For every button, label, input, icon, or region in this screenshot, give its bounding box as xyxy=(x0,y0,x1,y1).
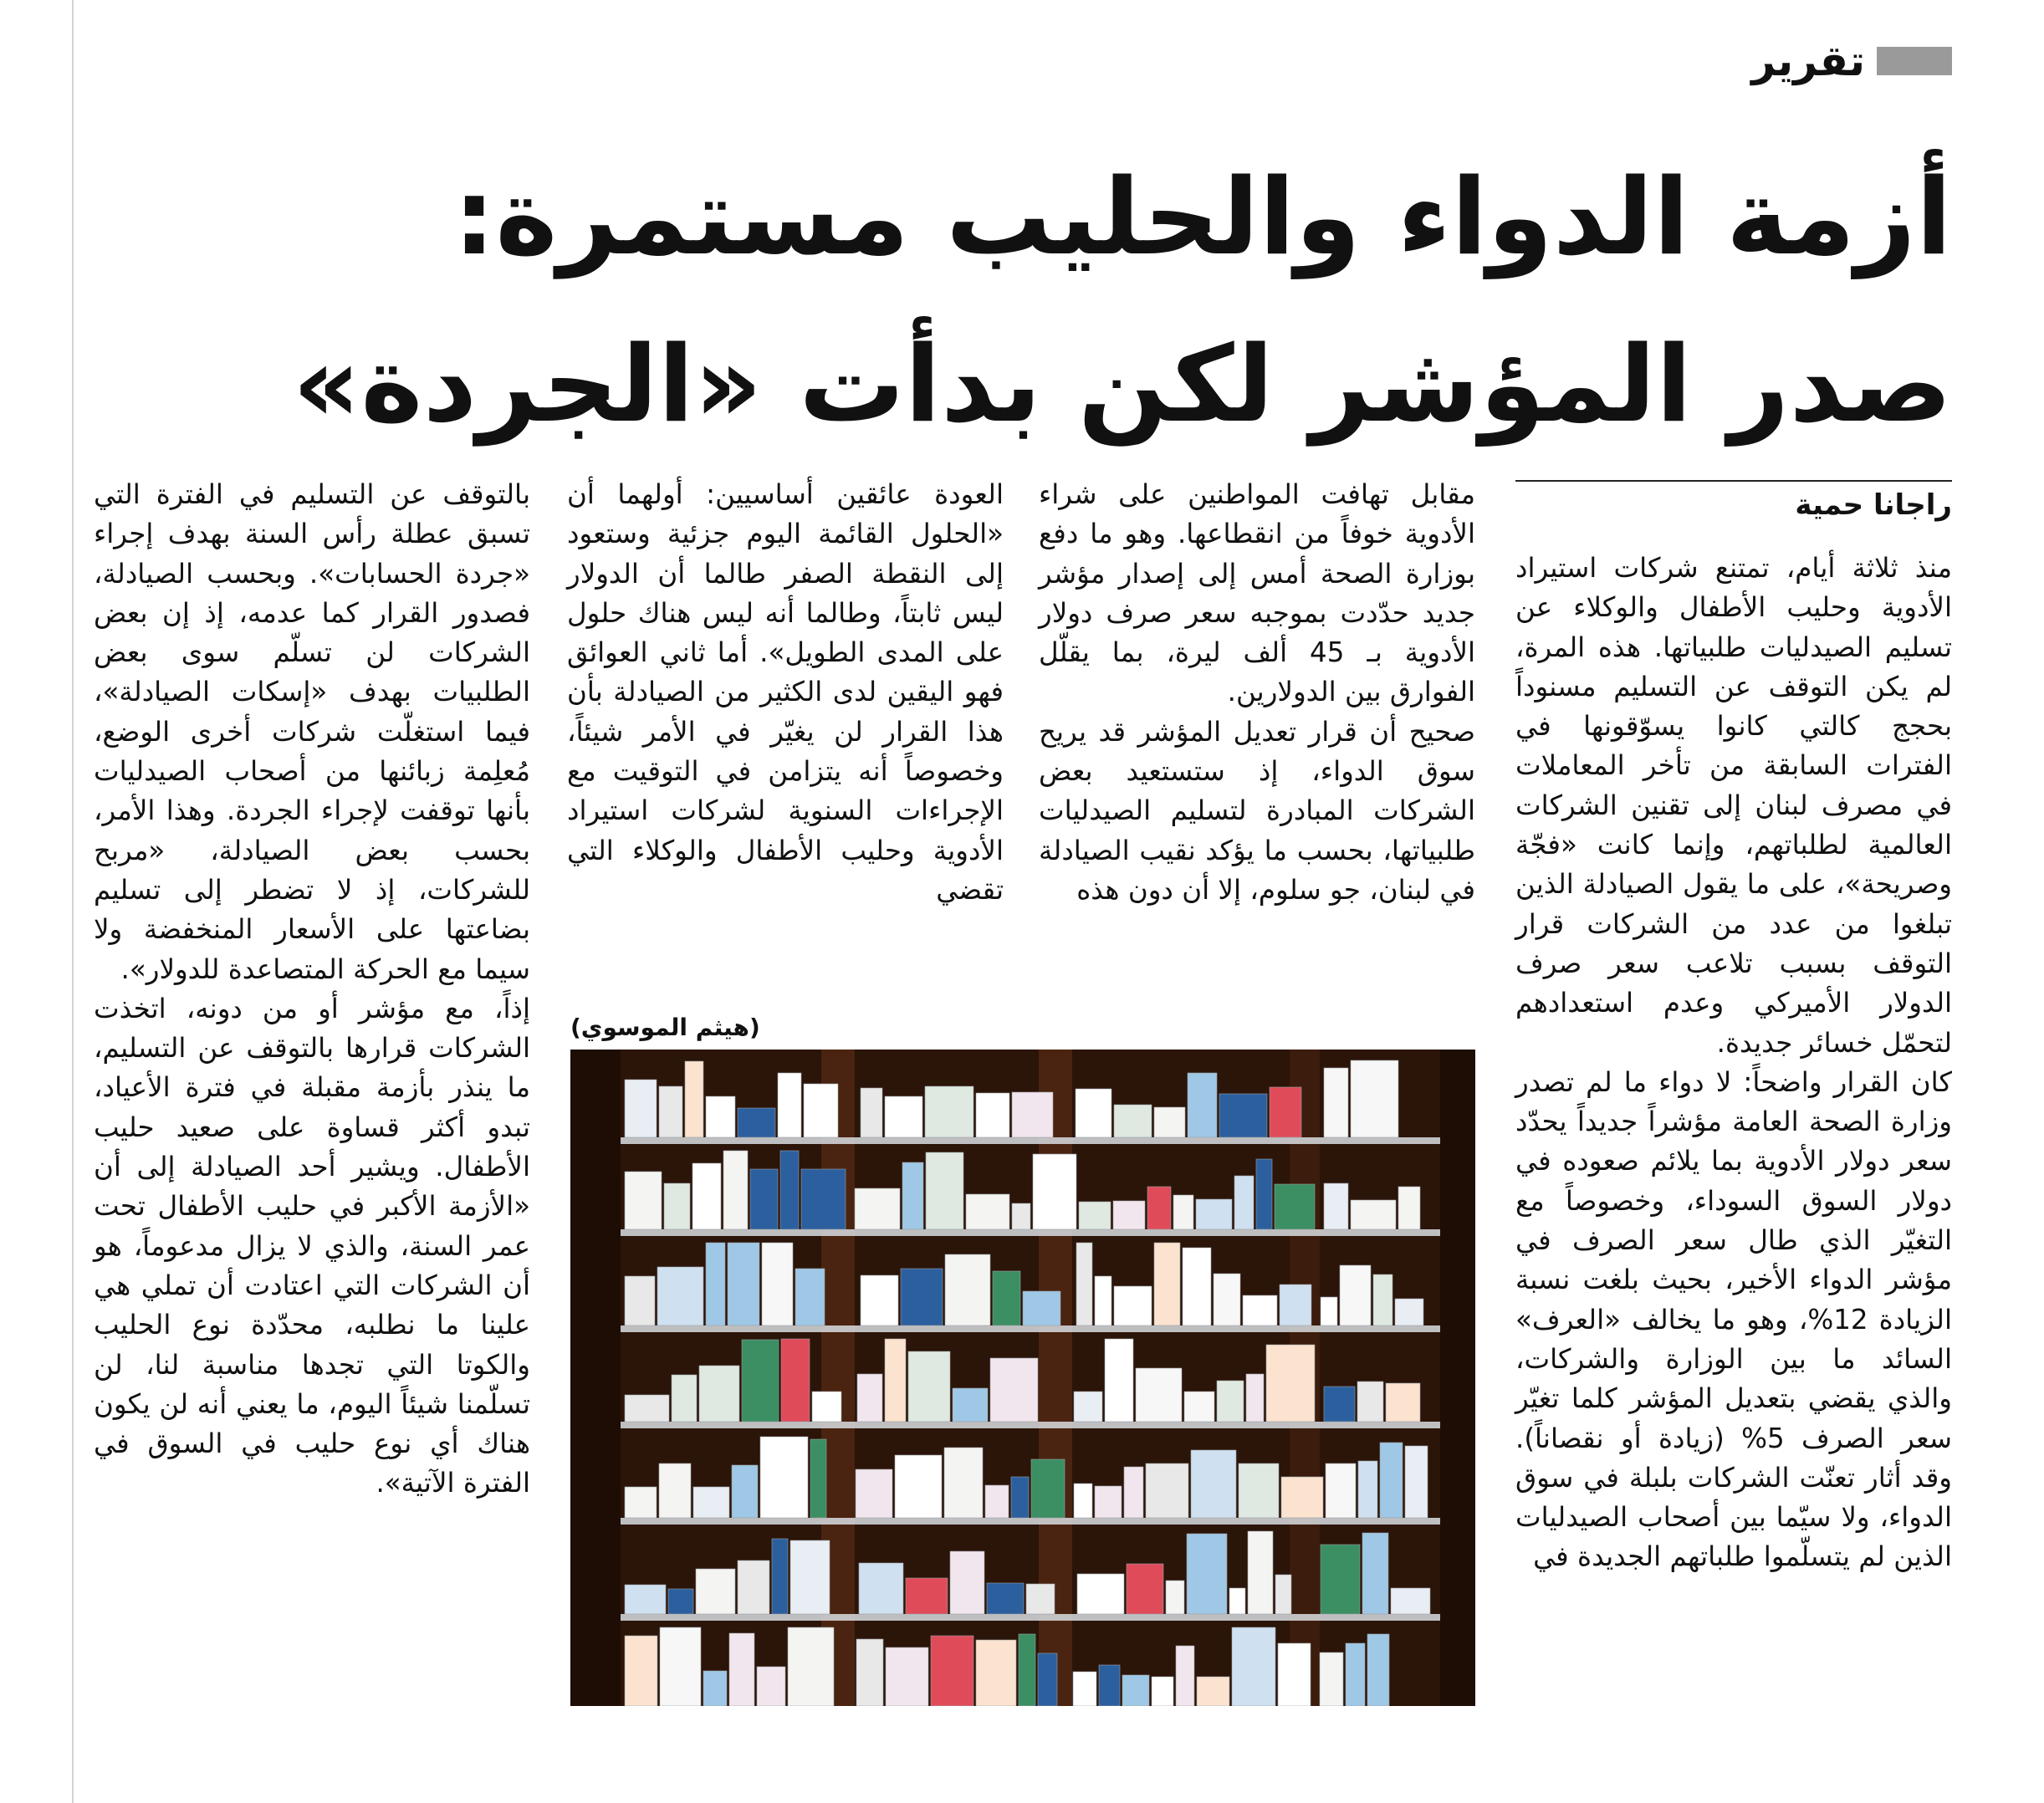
article-column-1 xyxy=(1515,549,1952,1577)
medicine-box xyxy=(750,1169,778,1229)
medicine-box xyxy=(781,1339,810,1422)
medicine-box xyxy=(1105,1339,1133,1422)
medicine-box xyxy=(1012,1203,1030,1229)
article-column-2 xyxy=(1039,475,1475,910)
glass-shelf xyxy=(621,1422,1440,1428)
medicine-box xyxy=(1275,1184,1315,1229)
medicine-box xyxy=(692,1163,721,1229)
medicine-box xyxy=(1187,1534,1227,1614)
medicine-box xyxy=(1248,1531,1273,1614)
medicine-box xyxy=(1324,1387,1355,1422)
medicine-box xyxy=(738,1108,775,1137)
medicine-box xyxy=(1256,1159,1272,1229)
medicine-box xyxy=(1033,1154,1076,1229)
medicine-box xyxy=(1346,1643,1365,1706)
paragraph: مقابل تهافت المواطنين على شراء الأدوية خوفاً من انقطاعها. وهو ما دفع بوزارة الصحة أمس إلى إصدار مؤشر جديد حدّدت بموجبه سعر صرف دولار الأدوية بـ 45 ألف ليرة، بما يقلّل الفوارق بين الدولارين. xyxy=(1039,478,1476,708)
medicine-box xyxy=(1136,1368,1182,1422)
medicine-box xyxy=(861,1275,898,1325)
medicine-box xyxy=(1380,1443,1403,1518)
medicine-box xyxy=(659,1086,682,1137)
medicine-box xyxy=(625,1276,655,1325)
medicine-box xyxy=(1278,1643,1311,1706)
medicine-box xyxy=(672,1375,697,1422)
medicine-box xyxy=(625,1487,657,1518)
medicine-box xyxy=(944,1448,983,1518)
medicine-box xyxy=(1395,1299,1423,1325)
paragraph: العودة عائقين أساسيين: أولهما أن «الحلول القائمة اليوم جزئية وستعود إلى النقطة الصفر طالما أن الدولار ليس ثابتاً، وطالما أنه ليس هناك حلول على المدى الطويل». أما ثاني العوائق فهو اليقين لدى الكثير من الصيادلة بأن هذا القرار لن يغيّر في الأمر شيئاً، وخصوصاً أنه يتزامن في التوقيت مع الإجراءات السنوية لشركات استيراد الأدوية وحليب الأطفال والوكلاء التي تقضي xyxy=(567,478,1004,906)
medicine-box xyxy=(1217,1381,1244,1422)
medicine-box xyxy=(1358,1461,1377,1518)
medicine-box xyxy=(1280,1285,1311,1325)
medicine-box xyxy=(1023,1291,1060,1325)
medicine-box xyxy=(1011,1477,1029,1518)
medicine-box xyxy=(859,1563,903,1614)
medicine-box xyxy=(885,1339,906,1422)
medicine-box xyxy=(886,1647,928,1706)
medicine-box xyxy=(1114,1105,1152,1137)
medicine-box xyxy=(861,1088,882,1137)
medicine-box xyxy=(1391,1588,1430,1614)
medicine-box xyxy=(1232,1627,1275,1706)
medicine-box xyxy=(810,1439,826,1518)
medicine-box xyxy=(855,1188,900,1229)
medicine-box xyxy=(1038,1653,1057,1706)
medicine-box xyxy=(1367,1634,1389,1706)
glass-shelf xyxy=(621,1137,1440,1144)
glass-shelf xyxy=(621,1325,1440,1332)
medicine-box xyxy=(1321,1545,1360,1614)
medicine-box xyxy=(699,1366,739,1422)
medicine-box xyxy=(985,1485,1009,1518)
medicine-box xyxy=(885,1096,922,1137)
glass-shelf xyxy=(621,1229,1440,1236)
medicine-box xyxy=(812,1392,841,1422)
medicine-box xyxy=(908,1351,950,1422)
medicine-box xyxy=(625,1395,669,1422)
medicine-box xyxy=(757,1667,785,1706)
medicine-box xyxy=(625,1585,666,1614)
medicine-box xyxy=(657,1267,703,1325)
medicine-box xyxy=(659,1463,691,1518)
medicine-box xyxy=(625,1636,657,1706)
medicine-box xyxy=(1196,1199,1232,1229)
medicine-box xyxy=(778,1073,801,1137)
medicine-box xyxy=(1246,1374,1264,1422)
medicine-box xyxy=(1146,1463,1188,1518)
medicine-box xyxy=(906,1578,948,1614)
medicine-box xyxy=(693,1487,729,1518)
medicine-box xyxy=(1127,1564,1163,1614)
medicine-box xyxy=(1166,1581,1184,1614)
section-tag-label: تقرير xyxy=(1751,37,1865,85)
medicine-box xyxy=(950,1551,984,1614)
medicine-box xyxy=(945,1254,990,1325)
medicine-box xyxy=(1176,1646,1194,1706)
article-column-3 xyxy=(567,475,1004,910)
medicine-box xyxy=(1405,1446,1428,1518)
page-margin-rule xyxy=(72,0,74,1803)
medicine-box xyxy=(1114,1286,1152,1325)
medicine-box xyxy=(1386,1383,1420,1422)
medicine-box xyxy=(1184,1392,1214,1422)
headline-line-1: أزمة الدواء والحليب مستمرة: xyxy=(452,156,1952,278)
medicine-box xyxy=(1214,1274,1240,1325)
medicine-box xyxy=(1012,1092,1053,1137)
medicine-box xyxy=(1154,1107,1185,1137)
medicine-box xyxy=(728,1243,759,1325)
medicine-box xyxy=(732,1465,758,1518)
author-byline: راجانا حمية xyxy=(1515,480,1952,522)
medicine-box xyxy=(1320,1652,1343,1706)
medicine-box xyxy=(1351,1200,1396,1229)
medicine-box xyxy=(1321,1297,1337,1325)
medicine-box xyxy=(976,1640,1016,1706)
medicine-box xyxy=(1326,1463,1356,1518)
medicine-box xyxy=(1095,1276,1111,1325)
medicine-box xyxy=(804,1084,838,1137)
medicine-box xyxy=(856,1639,883,1706)
medicine-box xyxy=(1239,1463,1279,1518)
medicine-box xyxy=(1191,1450,1236,1518)
pharmacy-shelves-photo xyxy=(570,1050,1475,1706)
section-tag-bar xyxy=(1877,47,1952,75)
medicine-box xyxy=(664,1183,690,1229)
medicine-box xyxy=(1077,1574,1124,1614)
medicine-box xyxy=(1275,1575,1291,1614)
medicine-box xyxy=(760,1437,808,1518)
section-tag xyxy=(1751,32,1952,90)
paragraph: منذ ثلاثة أيام، تمتنع شركات استيراد الأدوية وحليب الأطفال والوكلاء عن تسليم الصيدليات طلبياتها. هذه المرة، لم يكن التوقف عن التسليم مسنوداً بحجج كالتي كانوا يسوّقونها في الفترات السابقة من تأخر المعاملات في مصرف لبنان إلى تقنين الشركات العالمية لطلباتهم، وإنما كانت «فجّة وصريحة»، على ما يقول الصيادلة الذين تبلغوا من عدد من الشركات قرار التوقف بسبب تلاعب سعر صرف الدولار الأميركي وعدم استعدادهم لتحمّل خسائر جديدة. xyxy=(1515,552,1952,1059)
medicine-box xyxy=(1076,1243,1092,1325)
medicine-box xyxy=(1074,1392,1102,1422)
paragraph: إذاً، مع مؤشر أو من دونه، اتخذت الشركات قرارها بالتوقف عن التسليم، ما ينذر بأزمة مقبلة في فترة الأعياد، تبدو أكثر قساوة على صعيد حليب الأطفال. ويشير أحد الصيادلة إلى أن «الأزمة الأكبر في حليب الأطفال تحت عمر السنة، والذي لا يزال مدعوماً، هو أن الشركات التي اعتادت أن تملي هي علينا ما نطلبه، محدّدة نوع الحليب والكوتا التي تجدها مناسبة لنا، لن تسلّمنا شيئاً اليوم، ما يعني أنه لن يكون هناك أي نوع حليب في السوق في الفترة الآتية». xyxy=(94,992,530,1499)
medicine-box xyxy=(1266,1345,1315,1422)
medicine-box xyxy=(993,1271,1020,1325)
medicine-box xyxy=(1099,1665,1120,1706)
medicine-box xyxy=(1188,1073,1217,1137)
medicine-box xyxy=(966,1194,1009,1229)
medicine-box xyxy=(931,1636,973,1706)
medicine-box xyxy=(990,1358,1038,1422)
medicine-box xyxy=(1154,1243,1180,1325)
headline-line-2: صدر المؤشر لكن بدأت «الجردة» xyxy=(292,323,1952,446)
medicine-box xyxy=(685,1061,703,1137)
medicine-box xyxy=(1183,1248,1211,1325)
medicine-box xyxy=(1122,1675,1149,1706)
medicine-box xyxy=(857,1374,882,1422)
medicine-box xyxy=(801,1169,846,1229)
medicine-box xyxy=(738,1560,769,1614)
medicine-box xyxy=(902,1162,923,1229)
medicine-box xyxy=(987,1583,1024,1614)
medicine-box xyxy=(625,1172,662,1229)
medicine-box xyxy=(1362,1533,1388,1614)
medicine-box xyxy=(895,1455,942,1518)
medicine-box xyxy=(1324,1068,1348,1137)
medicine-box xyxy=(1173,1195,1193,1229)
medicine-box xyxy=(1270,1087,1301,1137)
medicine-box xyxy=(1113,1201,1145,1229)
medicine-box xyxy=(1197,1677,1229,1706)
medicine-box xyxy=(1031,1459,1065,1518)
medicine-box xyxy=(1281,1477,1323,1518)
paragraph: صحيح أن قرار تعديل المؤشر قد يريح سوق الدواء، إذ ستستعيد بعض الشركات المبادرة لتسليم الصيدليات طلبياتها، بحسب ما يؤكد نقيب الصيادلة في لبنان، جو سلوم، إلا أن دون هذه xyxy=(1039,715,1475,906)
medicine-box xyxy=(762,1243,793,1325)
medicine-box xyxy=(1152,1677,1173,1706)
medicine-box xyxy=(1095,1486,1122,1518)
medicine-box xyxy=(696,1569,735,1614)
medicine-box xyxy=(901,1269,943,1325)
medicine-box xyxy=(976,1093,1009,1137)
medicine-box xyxy=(1073,1672,1096,1706)
pharmacy-shelves-illustration xyxy=(570,1050,1475,1706)
medicine-box xyxy=(1076,1089,1111,1137)
medicine-box xyxy=(1234,1176,1254,1229)
medicine-box xyxy=(1398,1187,1420,1229)
medicine-box xyxy=(926,1152,963,1229)
medicine-box xyxy=(1079,1202,1111,1229)
medicine-box xyxy=(723,1151,748,1229)
medicine-box xyxy=(703,1671,727,1706)
photo-credit: (هيثم الموسوي) xyxy=(570,1014,760,1041)
medicine-box xyxy=(795,1269,825,1325)
paragraph: كان القرار واضحاً: لا دواء ما لم تصدر وزارة الصحة العامة مؤشراً جديداً يحدّد سعر دولار الأدوية بما يلائم صعوده في دولار السوق السوداء، وخصوصاً مع التغيّر الذي طال سعر الصرف في مؤشر الدواء الأخير، بحيث بلغت نسبة الزيادة 12%، وهو ما يخالف «العرف» السائد ما بين الوزارة والشركات، والذي يقضي بتعديل المؤشر كلما تغيّر سعر الصرف 5% (زيادة أو نقصاناً). وقد أثار تعنّت الشركات بلبلة في سوق الدواء، ولا سيّما بين أصحاب الصيدليات الذين لم يتسلّموا طلباتهم الجديدة في xyxy=(1515,1065,1952,1573)
medicine-box xyxy=(1351,1060,1398,1137)
medicine-box xyxy=(1219,1094,1267,1137)
medicine-box xyxy=(660,1627,701,1706)
medicine-box xyxy=(706,1096,735,1137)
glass-shelf xyxy=(621,1614,1440,1621)
medicine-box xyxy=(1324,1183,1348,1229)
article-column-4 xyxy=(94,475,530,1504)
medicine-box xyxy=(925,1086,973,1137)
medicine-box xyxy=(1019,1634,1035,1706)
medicine-box xyxy=(1026,1584,1055,1614)
medicine-box xyxy=(625,1080,657,1137)
medicine-box xyxy=(788,1627,834,1706)
medicine-box xyxy=(790,1540,830,1614)
glass-shelf xyxy=(621,1518,1440,1525)
medicine-box xyxy=(1357,1382,1383,1422)
medicine-box xyxy=(729,1633,754,1706)
medicine-box xyxy=(780,1151,799,1229)
medicine-box xyxy=(1373,1274,1392,1325)
medicine-box xyxy=(1124,1467,1143,1518)
medicine-box xyxy=(1340,1265,1371,1325)
medicine-box xyxy=(1229,1588,1245,1614)
medicine-box xyxy=(772,1539,788,1614)
medicine-box xyxy=(856,1469,892,1518)
medicine-box xyxy=(706,1243,725,1325)
medicine-box xyxy=(1243,1295,1277,1325)
medicine-box xyxy=(953,1388,988,1422)
medicine-box xyxy=(1074,1484,1092,1518)
medicine-box xyxy=(742,1340,779,1422)
medicine-box xyxy=(668,1589,693,1614)
medicine-box xyxy=(1147,1187,1171,1229)
paragraph: بالتوقف عن التسليم في الفترة التي تسبق عطلة رأس السنة بهدف إجراء «جردة الحسابات». وبحسب الصيادلة، فصدور القرار كما عدمه، إذ إن بعض الشركات لن تسلّم سوى بعض الطلبيات بهدف «إسكات الصيادلة»، فيما استغلّت شركات أخرى الوضع، مُعلِمة زبائنها من أصحاب الصيدليات بأنها توقفت لإجراء الجردة. وهذا الأمر، بحسب بعض الصيادلة، «مربح للشركات، إذ لا تضطر إلى تسليم بضاعتها على الأسعار المنخفضة ولا سيما مع الحركة المتصاعدة للدولار». xyxy=(94,478,530,985)
